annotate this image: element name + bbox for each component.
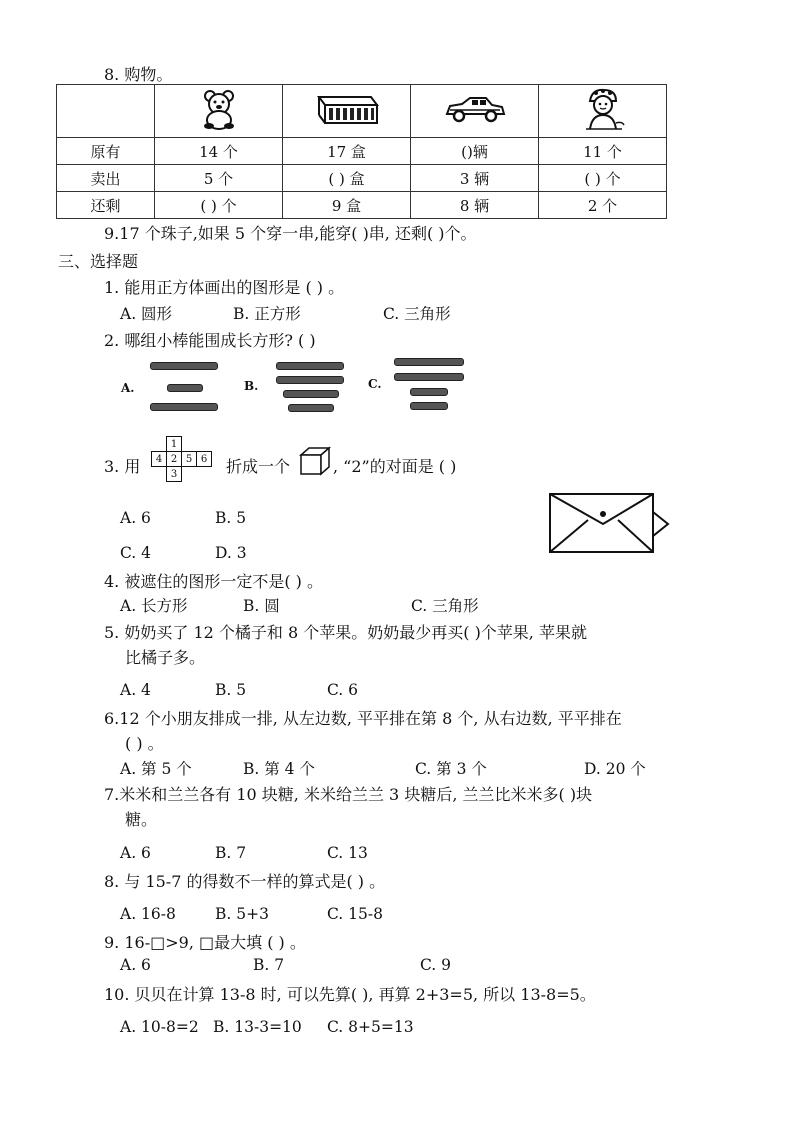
question-5-stem-line2: 比橘子多。 — [125, 648, 206, 667]
question-9-option-a[interactable]: A. 6 — [120, 956, 151, 974]
question-8-option-b[interactable]: B. 5+3 — [215, 905, 269, 923]
question-1-option-a[interactable]: A. 圆形 — [120, 305, 173, 323]
question-10-option-a[interactable]: A. 10-8=2 — [120, 1018, 199, 1036]
question-4-option-c[interactable]: C. 三角形 — [411, 597, 479, 615]
question-2-option-a[interactable]: A. — [121, 381, 135, 395]
question-6-stem-line2: ( ) 。 — [125, 734, 164, 753]
doll-icon — [539, 85, 667, 138]
question-8-option-a[interactable]: A. 16-8 — [120, 905, 176, 923]
table-icon-row — [57, 85, 667, 138]
question-10-option-c[interactable]: C. 8+5=13 — [327, 1018, 414, 1036]
question-2-option-c[interactable]: C. — [368, 377, 382, 391]
question-7-option-b[interactable]: B. 7 — [215, 844, 247, 862]
teddy-bear-icon — [155, 85, 283, 138]
question-9-option-b[interactable]: B. 7 — [253, 956, 285, 974]
question-7-option-a[interactable]: A. 6 — [120, 844, 151, 862]
question-2-option-b[interactable]: B. — [244, 379, 259, 393]
question-1-stem: 1. 能用正方体画出的图形是 ( ) 。 — [104, 278, 345, 297]
stick — [276, 362, 344, 370]
stick — [394, 358, 464, 366]
question-4-option-b[interactable]: B. 圆 — [243, 597, 280, 615]
table-row: 卖出 5 个 ( ) 盒 3 辆 ( ) 个 — [57, 165, 667, 192]
stick — [410, 402, 448, 410]
question-9-option-c[interactable]: C. 9 — [420, 956, 452, 974]
abacus-box-icon — [283, 85, 411, 138]
question-9-stem: 9. 16-□>9, □最大填 ( ) 。 — [104, 933, 306, 952]
shopping-table — [56, 84, 667, 219]
table-row: 原有 14 个 17 盒 ()辆 11 个 — [57, 138, 667, 165]
question-7-option-c[interactable]: C. 13 — [327, 844, 368, 862]
table-row: 还剩 ( ) 个 9 盒 8 辆 2 个 — [57, 192, 667, 219]
question-7-stem-line1: 7.米米和兰兰各有 10 块糖, 米米给兰兰 3 块糖后, 兰兰比米米多( )块 — [104, 785, 593, 804]
question-6-stem-line1: 6.12 个小朋友排成一排, 从左边数, 平平排在第 8 个, 从右边数, 平平排在 — [104, 709, 622, 728]
question-10-stem: 10. 贝贝在计算 13-8 时, 可以先算( ), 再算 2+3=5, 所以 13-8=5。 — [104, 985, 596, 1004]
question-5-stem-line1: 5. 奶奶买了 12 个橘子和 8 个苹果。奶奶最少再买( )个苹果, 苹果就 — [104, 623, 587, 642]
question-5-option-a[interactable]: A. 4 — [120, 681, 151, 699]
stick — [410, 388, 448, 396]
question-3-option-c[interactable]: C. 4 — [120, 544, 152, 562]
toy-car-icon — [411, 85, 539, 138]
question-3-option-b[interactable]: B. 5 — [215, 509, 247, 527]
question-4-option-a[interactable]: A. 长方形 — [120, 597, 188, 615]
question-10-option-b[interactable]: B. 13-3=10 — [213, 1018, 302, 1036]
stick — [167, 384, 203, 392]
q8-title: 8. 购物。 — [104, 65, 173, 84]
question-8-stem: 8. 与 15-7 的得数不一样的算式是( ) 。 — [104, 872, 386, 891]
question-5-option-b[interactable]: B. 5 — [215, 681, 247, 699]
q9-beads-question: 9.17 个珠子,如果 5 个穿一串,能穿( )串, 还剩( )个。 — [104, 224, 477, 243]
question-6-option-c[interactable]: C. 第 3 个 — [415, 760, 487, 778]
question-6-option-d[interactable]: D. 20 个 — [584, 760, 646, 778]
cube-icon — [299, 446, 331, 476]
question-7-stem-line2: 糖。 — [125, 810, 158, 829]
question-2-stem: 2. 哪组小棒能围成长方形? ( ) — [104, 331, 316, 350]
envelope-icon — [548, 492, 672, 556]
question-3-stem-start: 3. 用 — [104, 457, 141, 476]
cube-net: 1 4 2 5 6 3 — [151, 436, 212, 482]
stick — [276, 376, 344, 384]
question-4-stem: 4. 被遮住的图形一定不是( ) 。 — [104, 572, 324, 591]
question-1-option-b[interactable]: B. 正方形 — [233, 305, 301, 323]
question-1-option-c[interactable]: C. 三角形 — [383, 305, 451, 323]
stick — [283, 390, 339, 398]
stick — [394, 373, 464, 381]
stick — [150, 362, 218, 370]
question-3-option-d[interactable]: D. 3 — [215, 544, 247, 562]
question-6-option-a[interactable]: A. 第 5 个 — [120, 760, 192, 778]
question-3-stem-middle: 折成一个 — [226, 457, 291, 476]
stick — [288, 404, 334, 412]
question-3-stem-end: , “2”的对面是 ( ) — [333, 457, 457, 476]
question-5-option-c[interactable]: C. 6 — [327, 681, 359, 699]
question-3-option-a[interactable]: A. 6 — [120, 509, 151, 527]
question-6-option-b[interactable]: B. 第 4 个 — [243, 760, 315, 778]
stick — [150, 403, 218, 411]
section-heading: 三、选择题 — [58, 252, 139, 271]
question-8-option-c[interactable]: C. 15-8 — [327, 905, 383, 923]
